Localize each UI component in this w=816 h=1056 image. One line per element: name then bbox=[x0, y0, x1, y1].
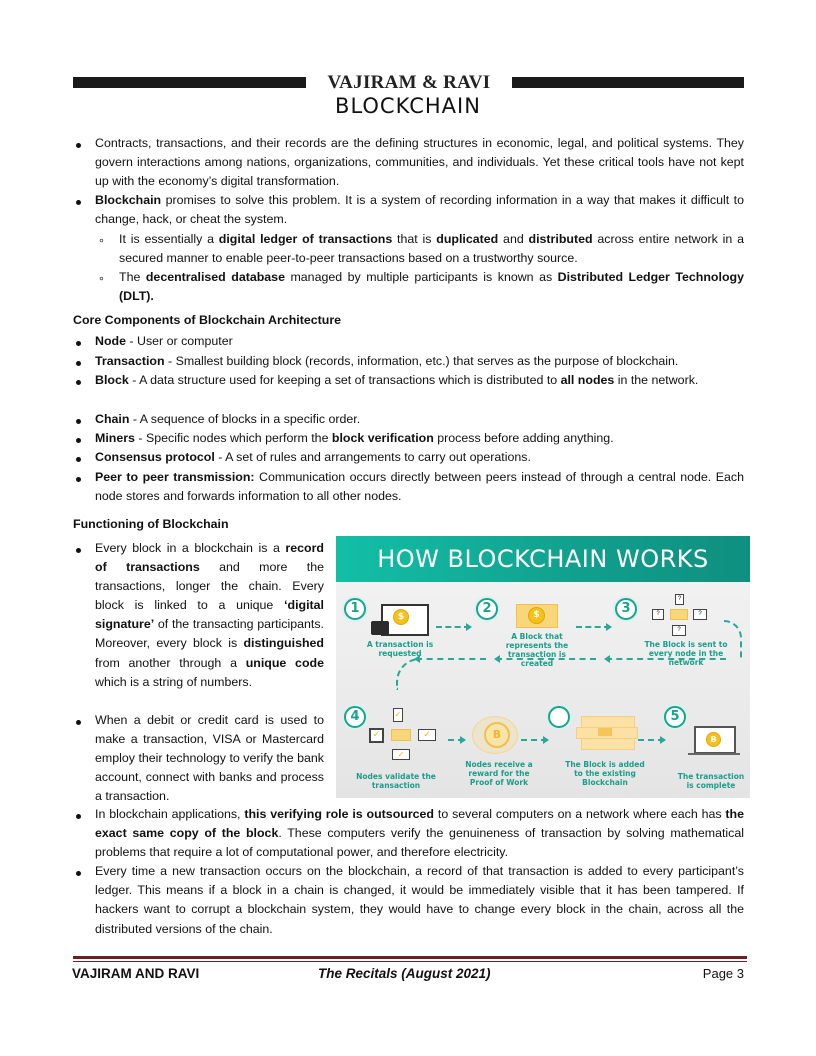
arrow-icon bbox=[606, 658, 726, 660]
intro-paragraph-2: Blockchain promises to solve this problem. It is a system of recording information in a way that makes it difficult to change, hack, or cheat the system. bbox=[95, 193, 744, 227]
component-description: A sequence of blocks in a specific order. bbox=[139, 412, 361, 426]
arrow-icon bbox=[638, 739, 664, 741]
curved-arrow-icon bbox=[724, 620, 742, 658]
step-5-badge bbox=[548, 706, 570, 728]
bullet-icon bbox=[76, 548, 81, 553]
sub-bullet-icon: ∘ bbox=[98, 234, 105, 247]
intro-sub-paragraph-2: The decentralised database managed by multiple participants is known as Distributed Ledger Technology (DLT). bbox=[119, 270, 744, 304]
header-rule-right bbox=[512, 77, 744, 88]
step-1-caption: A transaction is requested bbox=[366, 640, 434, 658]
brand-name: VAJIRAM & RAVI bbox=[327, 72, 491, 93]
bullet-icon bbox=[76, 457, 81, 462]
page-number: Page 3 bbox=[702, 966, 744, 981]
bullet-icon bbox=[76, 814, 81, 819]
component-term: Miners bbox=[95, 431, 135, 445]
component-description: Smallest building block (records, information, etc.) that serves as the purpose of blockchain. bbox=[175, 354, 679, 368]
core-component-item: Miners - Specific nodes which perform the block verification process before adding anything. bbox=[95, 431, 614, 445]
core-component-item: Transaction - Smallest building block (records, information, etc.) that serves as the purpose of blockchain. bbox=[95, 354, 679, 368]
footer-rule-thin bbox=[73, 961, 747, 962]
arrow-icon bbox=[448, 739, 464, 741]
footer-publisher: VAJIRAM AND RAVI bbox=[72, 966, 200, 981]
arrow-icon bbox=[521, 739, 547, 741]
functioning-side-paragraph-1: Every block in a blockchain is a record of transactions and more the transactions, longer the chain. Every block is linked to a unique ‘digital signature’ of the transacting participants. Moreover, every block is distinguished from another through a unique code which is a string of numbers. bbox=[95, 541, 324, 689]
core-component-item bbox=[95, 468, 744, 506]
step-5-caption: The Block is added to the existing Blockchain bbox=[565, 760, 645, 787]
component-description: Communication occurs directly between peers instead of through a central node. Each node stores and forwards information to all other nodes. bbox=[95, 470, 744, 504]
bullet-icon bbox=[76, 361, 81, 366]
step-3-caption: The Block is sent to every node in the network bbox=[644, 640, 728, 667]
component-term: Block bbox=[95, 373, 129, 387]
header-rule-left bbox=[73, 77, 306, 88]
step-6-badge: 5 bbox=[664, 706, 686, 728]
core-component-item: Node - User or computer bbox=[95, 334, 233, 348]
bullet-icon bbox=[76, 341, 81, 346]
arrow-icon bbox=[416, 658, 486, 660]
bullet-icon bbox=[76, 200, 81, 205]
component-term: Node bbox=[95, 334, 126, 348]
step-4-badge: 4 bbox=[344, 706, 366, 728]
arrow-icon bbox=[496, 658, 596, 660]
functioning-heading: Functioning of Blockchain bbox=[73, 517, 229, 531]
step-6-caption: The transaction is complete bbox=[677, 772, 745, 790]
page-title: BLOCKCHAIN bbox=[335, 94, 481, 118]
core-component-item: Consensus protocol - A set of rules and arrangements to carry out operations. bbox=[95, 450, 531, 464]
curved-arrow-icon bbox=[396, 658, 420, 690]
intro-paragraph-1: Contracts, transactions, and their records are the defining structures in economic, legal, and political systems. They govern interactions among nations, organizations, communities, and individuals. Yet these critical tools have not kept up with the economy’s digital transformation. bbox=[95, 136, 744, 189]
functioning-paragraph-4: Every time a new transaction occurs on the blockchain, a record of that transaction is added to every participant’s ledger. This means if a block in a chain is changed, it would be immediately visible that it has been tampered. If hackers want to corrupt a blockchain system, they would have to change every block in the chain, across all the distributed versions of the chain. bbox=[95, 864, 744, 936]
bullet-icon bbox=[76, 871, 81, 876]
component-description: User or computer bbox=[137, 334, 233, 348]
bullet-icon bbox=[76, 380, 81, 385]
core-component-item: Block - A data structure used for keeping a set of transactions which is distributed to all nodes in the network. bbox=[95, 373, 699, 387]
footer-rule bbox=[73, 956, 747, 959]
arrow-icon bbox=[436, 626, 470, 628]
footer-publication: The Recitals (August 2021) bbox=[318, 966, 491, 981]
sub-bullet-icon: ∘ bbox=[98, 272, 105, 285]
intro-sub-paragraph-1: It is essentially a digital ledger of transactions that is duplicated and distributed across entire network in a secured manner to enable peer-to-peer transactions based on a trustworthy source. bbox=[119, 232, 744, 266]
step-2-badge: 2 bbox=[476, 598, 498, 620]
bullet-icon bbox=[76, 477, 81, 482]
bullet-icon bbox=[76, 419, 81, 424]
bullet-icon bbox=[76, 143, 81, 148]
component-term: Transaction bbox=[95, 354, 165, 368]
component-term: Consensus protocol bbox=[95, 450, 215, 464]
bullet-icon bbox=[76, 438, 81, 443]
step-3-badge: 3 bbox=[615, 598, 637, 620]
component-description: A set of rules and arrangements to carry out operations. bbox=[225, 450, 531, 464]
bullet-icon bbox=[76, 720, 81, 725]
core-component-item: Chain - A sequence of blocks in a specific order. bbox=[95, 412, 361, 426]
arrow-icon bbox=[576, 626, 610, 628]
step-2-caption: A Block that represents the transaction is created bbox=[505, 632, 569, 668]
infographic-title: HOW BLOCKCHAIN WORKS bbox=[336, 536, 750, 582]
step-4-caption: Nodes validate the transaction bbox=[356, 772, 436, 790]
step-1-badge: 1 bbox=[344, 598, 366, 620]
functioning-side-paragraph-2: When a debit or credit card is used to make a transaction, VISA or Mastercard employ their technology to verify the bank account, connect with banks and process a transaction. bbox=[95, 713, 324, 804]
core-components-heading: Core Components of Blockchain Architecture bbox=[73, 313, 342, 327]
component-term: Peer to peer transmission: bbox=[95, 470, 255, 484]
how-blockchain-works-infographic: HOW BLOCKCHAIN WORKS 1 $ A transaction is requested 2 $ A Block that represents the transaction is created 3 ? ? ? ? The Block is sent to every node in the network 4 ✓ ✓ ✓ ✓ Nodes validate the transaction B Nodes receive a reward for the Proof of Work The Block is added to the existing Blockchain 5 B The transaction is complete bbox=[336, 536, 750, 798]
reward-caption: Nodes receive a reward for the Proof of Work bbox=[465, 760, 533, 787]
component-term: Chain bbox=[95, 412, 130, 426]
functioning-paragraph-3: In blockchain applications, this verifying role is outsourced to several computers on a network where each has the exact same copy of the block. These computers verify the genuineness of transaction by solving mathematical problems that require a lot of computational power, and therefore electricity. bbox=[95, 807, 745, 860]
